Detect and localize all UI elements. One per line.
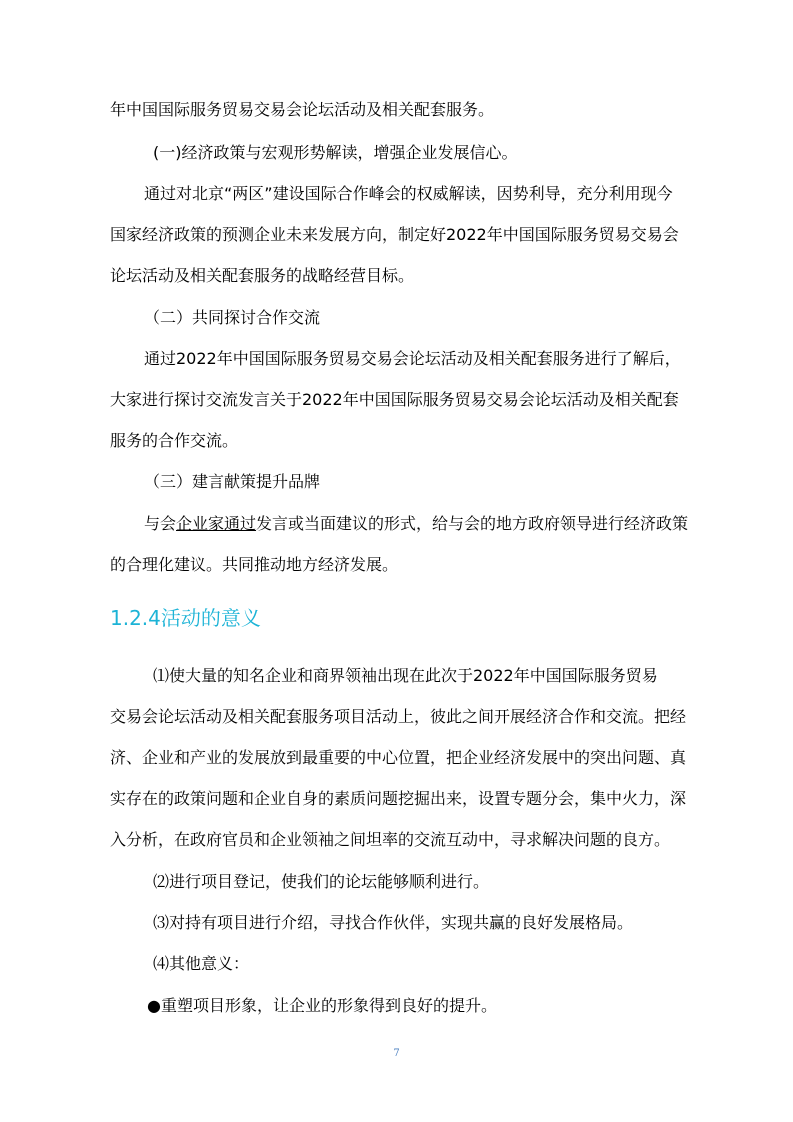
text-run: 与会 [144, 514, 177, 533]
paragraph-line: 服务的合作交流。 [110, 431, 239, 450]
list-item: ⑷其他意义： [153, 954, 250, 973]
paragraph-line: 通过对北京“两区”建设国际合作峰会的权威解读，因势利导，充分利用现今 [144, 184, 673, 203]
section-heading-one: (一)经济政策与宏观形势解读，增强企业发展信心。 [153, 143, 518, 162]
subsection-heading: 1.2.4活动的意义 [110, 606, 261, 630]
paragraph-line [144, 513, 688, 535]
page-number: 7 [393, 1048, 400, 1059]
paragraph-line: 国家经济政策的预测企业未来发展方向，制定好2022年中国国际服务贸易交易会 [110, 225, 679, 244]
paragraph-line: ⑴使大量的知名企业和商界领袖出现在此次于2022年中国国际服务贸易 [153, 666, 658, 685]
text-run: 发言或当面建议的形式，给与会的地方政府领导进行经济政策 [256, 514, 689, 533]
section-heading-three: （三）建言献策提升品牌 [144, 472, 321, 491]
list-item: ⑶对持有项目进行介绍，寻找合作伙伴，实现共赢的良好发展格局。 [153, 913, 634, 932]
paragraph-line: 入分析，在政府官员和企业领袖之间坦率的交流互动中，寻求解决问题的良方。 [110, 830, 671, 849]
underlined-text: 企业家通过 [176, 514, 257, 533]
paragraph-line: 济、企业和产业的发展放到最重要的中心位置，把企业经济发展中的突出问题、真 [110, 748, 687, 767]
paragraph-line: 大家进行探讨交流发言关于2022年中国国际服务贸易交易会论坛活动及相关配套 [110, 390, 679, 409]
paragraph-line: 年中国国际服务贸易交易会论坛活动及相关配套服务。 [110, 100, 495, 119]
bullet-item: ●重塑项目形象，让企业的形象得到良好的提升。 [147, 996, 497, 1015]
paragraph-line: 交易会论坛活动及相关配套服务项目活动上，彼此之间开展经济合作和交流。把经 [110, 707, 687, 726]
list-item: ⑵进行项目登记，使我们的论坛能够顺利进行。 [153, 872, 490, 891]
paragraph-line: 论坛活动及相关配套服务的战略经营目标。 [110, 266, 415, 285]
section-heading-two: （二）共同探讨合作交流 [144, 308, 321, 327]
paragraph-line: 的合理化建议。共同推动地方经济发展。 [110, 555, 399, 574]
paragraph-line: 实存在的政策问题和企业自身的素质问题挖掘出来，设置专题分会，集中火力，深 [110, 789, 687, 808]
paragraph-line: 通过2022年中国国际服务贸易交易会论坛活动及相关配套服务进行了解后， [144, 349, 681, 368]
